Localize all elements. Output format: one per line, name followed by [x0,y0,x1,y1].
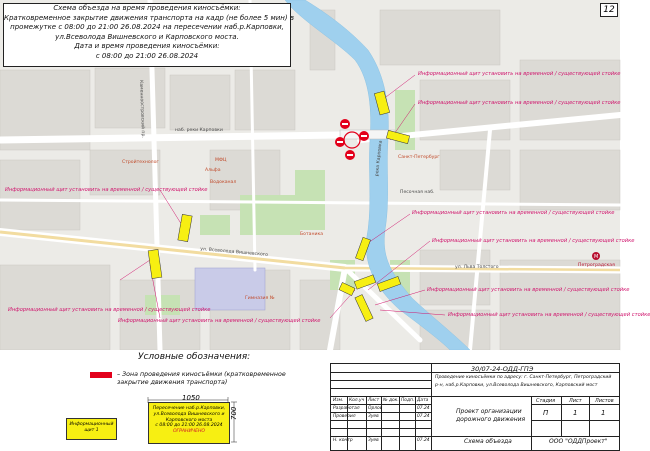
stamp-role-prov: Проверил [333,414,356,419]
stamp-col-kol: Кол.уч [349,398,365,403]
info-label: Информационный щит установить на временной / существующей стойке [432,238,635,244]
closure-legend-text [117,371,286,387]
stamp-col-data: Дата [417,398,429,403]
poi-label: Гимназия № [245,296,275,301]
metro-label: Петроградская [578,263,615,268]
street-label: ул. Льва Толстого [455,265,499,270]
info-label: Информационный щит установить на временной / существующей стойке [418,71,621,77]
sign1-line-2: щит 1 [84,428,99,433]
stamp-description-1: Проведение киносъёмки по адресу: г. Санкт-Петербург, Петроградский [435,375,612,380]
info-label: Информационный щит установить на временной / существующей стойке [412,210,615,216]
closure-markers [335,119,369,160]
stamp-col-ndok: № док. [383,398,399,403]
notes-line-3: промежутке с 08:00 до 21:00 26.08.2024 на пересечении наб.р.Карповки, [10,23,284,32]
stamp-code: 30/07-24-ОДД-ГПЭ [471,365,534,373]
stamp-list-value: 1 [573,409,578,417]
stamp-role-nkontr: Н. контр [333,438,353,443]
street-label: Песочная наб. [400,190,435,195]
sign2-line-5: ОГРАНИЧЕНО [172,429,206,435]
notes-line-6: с 08:00 до 21:00 26.08.2024 [95,51,199,60]
stamp-project-title-1: Проект организации [456,408,522,415]
stamp-stage-value: П [543,409,549,417]
sign2-line-3: Карповского моста [165,417,213,423]
notes-line-4: ул.Всеволода Вишневского и Карповского моста. [55,32,239,41]
stamp-lists-value: 1 [601,409,606,417]
sign2-line-4: с 08:00 до 21:00 26.08.2024 [155,423,223,429]
large-building [195,268,265,310]
stamp-col-izm: Изм. [333,398,344,403]
info-label: Информационный щит установить на временной / существующей стойке [118,318,321,324]
closure-legend-line-2: закрытие движения транспорта) [117,379,228,386]
svg-text:M: M [594,254,599,260]
info-label: Информационный щит установить на временной / существующей стойке [427,287,630,293]
info-label: Информационный щит установить на временной / существующей стойке [8,307,211,313]
closure-legend-line-1: – Зона проведения киносъёмки (кратковременное [117,371,286,378]
stamp-stage-label: Стадия [536,398,556,404]
poi-label: Ботаника [300,232,324,237]
stamp-role-razrab: Разработал [333,406,360,411]
stamp-name-prov: Зуев [368,414,379,419]
stamp-description-2: р-н, наб.р.Карповки, ул.Всеволода Вишневского, Карповский мост [435,383,598,388]
stamp-col-list: Лист [368,398,380,403]
stamp-date-razrab: 07.24 [417,406,430,411]
dimension-height: 700 [230,406,238,420]
poi-label: Стройтехнолог [122,160,159,165]
sign1-line-1: Информационный [69,422,114,427]
notes-line-1: Схема объезда на время проведения киносъёмки: [53,4,241,12]
closure-swatch [90,372,112,378]
title-block [330,363,620,451]
info-sign-2 [148,402,230,444]
sheet-number: 12 [600,3,618,17]
poi-label: Водоканал [210,180,237,185]
street-label: ул. Всеволода Вишневского [199,247,269,258]
street-label: наб. реки Карповки [175,128,223,133]
poi-label: МФЦ [215,158,227,163]
stamp-lists-label: Листов [595,398,614,404]
notes-box [3,3,294,67]
notes-line-5: Дата и время проведения киносъёмки: [74,42,220,51]
stamp-scheme-title: Схема объезда [464,438,512,445]
stamp-list-label: Лист [569,398,582,404]
poi-label: Альфа [205,168,221,173]
dimension-width: 1050 [182,394,200,402]
stamp-name-razrab: Орлов [368,406,383,411]
sign2-line-2: ул.Всеволода Вишневского и [153,411,225,417]
sign2-line-1: Пересечение наб.р.Карповки, [152,406,226,411]
street-label: Каменноостровский пр. [138,80,146,138]
info-label: Информационный щит установить на временной / существующей стойке [448,312,650,318]
info-label: Информационный щит установить на временной / существующей стойке [418,100,621,106]
notes-line-2: Кратковременное закрытие движения транспорта на кадр (не более 5 мин) в [4,13,294,22]
stamp-company: ООО "ОДДПроект" [549,438,608,445]
stamp-col-podp: Подп. [401,398,415,403]
poi-label: Санкт-Петербург [398,155,440,160]
river-label: река Карповка [375,140,384,177]
stamp-name-nkontr: Зуев [368,438,379,443]
info-label: Информационный щит установить на временной / существующей стойке [5,187,208,193]
legend-title: Условные обозначения: [138,352,251,362]
info-sign-1 [66,418,117,440]
stamp-date-prov: 07.24 [417,414,430,419]
stamp-date-nkontr: 07.24 [417,438,430,443]
stamp-project-title-2: дорожного движения [456,416,526,423]
